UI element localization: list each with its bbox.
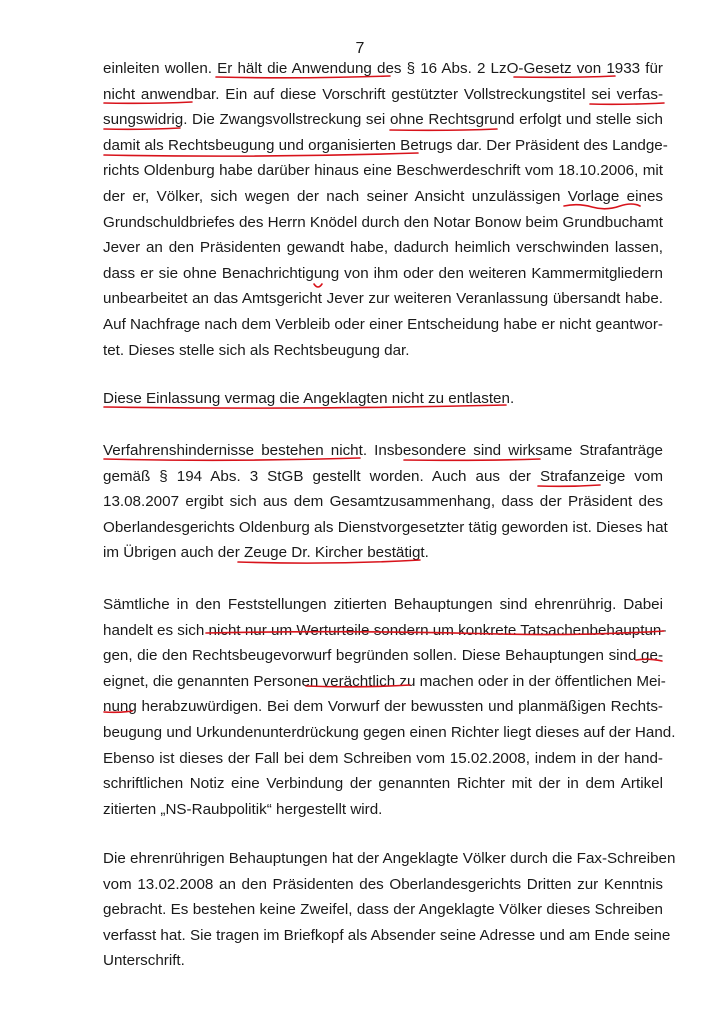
paragraph-1 <box>103 56 668 363</box>
paragraph-5 <box>103 846 676 974</box>
text-line: zitierten „NS-Raubpolitik“ hergestellt wird. <box>103 800 383 818</box>
text-line: unbearbeitet an das Amtsgericht Jever zur weiteren Veranlassung übersandt habe. <box>103 290 663 308</box>
text-line: vom 13.02.2008 an den Präsidenten des Oberlandesgerichts Dritten zur Kenntnis <box>103 875 663 893</box>
text-line: eignet, die genannten Personen verächtlich zu machen oder in der öffentlichen Mei- <box>103 672 666 690</box>
text-line: richts Oldenburg habe darüber hinaus eine Beschwerdeschrift vom 18.10.2006, mit <box>103 162 663 180</box>
paragraph-3 <box>103 438 668 566</box>
text-line: Grundschuldbriefes des Herrn Knödel durch den Notar Bonow beim Grundbuchamt <box>103 213 663 231</box>
text-line: 13.08.2007 ergibt sich aus dem Gesamtzusammenhang, dass der Präsident des <box>103 493 663 511</box>
paragraph-2 <box>103 386 663 412</box>
text-line: gen, die den Rechtsbeugevorwurf begründen sollen. Diese Behauptungen sind ge- <box>103 647 663 665</box>
text-line: Unterschrift. <box>103 952 185 970</box>
text-line: Ebenso ist dieses der Fall bei dem Schreiben vom 15.02.2008, indem in der hand- <box>103 749 663 767</box>
text-line: Diese Einlassung vermag die Angeklagten nicht zu entlasten. <box>103 390 515 407</box>
text-line: gebracht. Es bestehen keine Zweifel, dass der Angeklagte Völker dieses Schreiben <box>103 901 663 919</box>
text-line: Sämtliche in den Feststellungen zitierten Behauptungen sind ehrenrührig. Dabei <box>103 596 663 613</box>
text-line: im Übrigen auch der Zeuge Dr. Kircher bestätigt. <box>103 544 429 562</box>
text-line: verfasst hat. Sie tragen im Briefkopf als Absender seine Adresse und am Ende seine <box>103 926 671 944</box>
text-line: beugung und Urkundenunterdrückung gegen einen Richter liegt dieses auf der Hand. <box>103 723 676 741</box>
text-line: handelt es sich nicht nur um Werturteile sondern um konkrete Tatsachenbehauptun- <box>103 621 667 639</box>
text-line: Jever an den Präsidenten gewandt habe, dadurch heimlich verschwinden lassen, <box>103 239 663 257</box>
text-line: dass er sie ohne Benachrichtigung von ihm oder den weiteren Kammermitgliedern <box>103 264 663 282</box>
text-line: Verfahrenshindernisse bestehen nicht. Insbesondere sind wirksame Strafanträge <box>103 442 663 459</box>
text-line: sungswidrig. Die Zwangsvollstreckung sei ohne Rechtsgrund erfolgt und stelle sich <box>103 111 663 129</box>
text-line: tet. Dieses stelle sich als Rechtsbeugung dar. <box>103 341 410 359</box>
text-line: Auf Nachfrage nach dem Verbleib oder einer Entscheidung habe er nicht geantwor- <box>103 315 663 333</box>
text-line: der er, Völker, sich wegen der nach seiner Ansicht unzulässigen Vorlage eines <box>103 187 663 205</box>
text-line: nicht anwendbar. Ein auf diese Vorschrift gestützter Vollstreckungstitel sei verfas- <box>103 85 663 103</box>
paragraph-4 <box>103 592 676 822</box>
page-number: 7 <box>355 40 365 57</box>
text-line: gemäß § 194 Abs. 3 StGB gestellt worden. Auch aus der Strafanzeige vom <box>103 467 663 485</box>
text-line: schriftlichen Notiz eine Verbindung der genannten Richter mit der in dem Artikel <box>103 775 663 793</box>
text-line: damit als Rechtsbeugung und organisierten Betrugs dar. Der Präsident des Landge- <box>103 136 668 154</box>
text-line: Oberlandesgerichts Oldenburg als Dienstvorgesetzter tätig geworden ist. Dieses hat <box>103 518 668 536</box>
text-line: Die ehrenrührigen Behauptungen hat der Angeklagte Völker durch die Fax-Schreiben <box>103 850 676 867</box>
text-line: nung herabzuwürdigen. Bei dem Vorwurf der bewussten und planmäßigen Rechts- <box>103 698 663 716</box>
text-line: einleiten wollen. Er hält die Anwendung des § 16 Abs. 2 LzO-Gesetz von 1933 für <box>103 60 663 77</box>
